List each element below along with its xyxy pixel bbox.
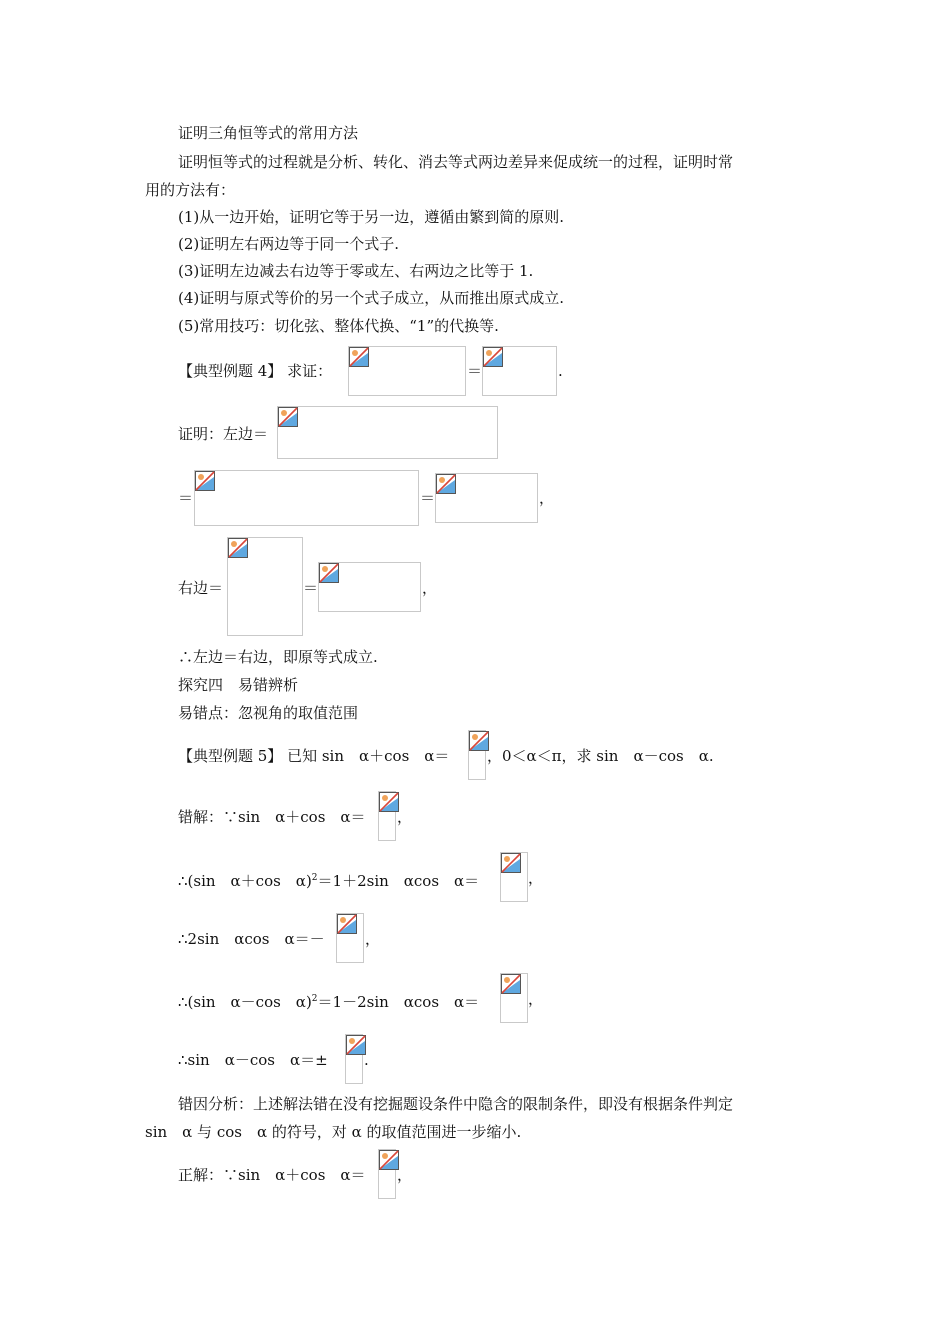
equals-sign: ＝	[303, 579, 319, 597]
broken-image-icon	[379, 792, 399, 812]
section-title: 证明三角恒等式的常用方法	[178, 124, 359, 142]
correct-line-1: 正解：∵sin α＋cos α＝	[178, 1166, 366, 1184]
comma: ，	[397, 808, 413, 826]
formula-image	[500, 852, 528, 902]
error-point: 易错点：忽视角的取值范围	[178, 704, 359, 722]
formula-image	[345, 1034, 363, 1084]
formula-image	[277, 406, 498, 459]
proof-left-label: 证明：左边＝	[178, 425, 269, 443]
formula-image	[468, 730, 486, 780]
wrong-line-3: ∴2sin αcos α＝－	[178, 930, 325, 948]
method-3: (3)证明左边减去右边等于零或左、右两边之比等于 1.	[178, 262, 534, 280]
comma: ，	[539, 489, 555, 507]
formula-image	[378, 791, 396, 841]
analysis-line-2: sin α 与 cos α 的符号，对 α 的取值范围进一步缩小.	[145, 1123, 522, 1141]
superscript: 2	[311, 873, 318, 883]
broken-image-icon	[501, 974, 521, 994]
formula-image	[336, 913, 364, 963]
example5-condition: ，0＜α＜π，求 sin α－cos α.	[487, 747, 714, 765]
right-side-label: 右边＝	[178, 579, 224, 597]
formula-image	[227, 537, 303, 636]
intro-line-1: 证明恒等式的过程就是分析、转化、消去等式两边差异来促成统一的过程，证明时常	[178, 153, 734, 171]
wrong-line-2-start: ∴(sin α＋cos α)	[178, 872, 312, 890]
period: .	[558, 362, 563, 380]
broken-image-icon	[483, 347, 503, 367]
wrong-line-1: 错解：∵sin α＋cos α＝	[178, 808, 366, 826]
comma: ，	[528, 869, 544, 887]
method-4: (4)证明与原式等价的另一个式子成立，从而推出原式成立.	[178, 289, 565, 307]
method-1: (1)从一边开始，证明它等于另一边，遵循由繁到简的原则.	[178, 208, 565, 226]
formula-image	[318, 562, 421, 612]
equals-sign: ＝	[420, 489, 436, 507]
part4-title: 探究四 易错辨析	[178, 676, 299, 694]
wrong-line-2-end: ＝1＋2sin αcos α＝	[317, 872, 480, 890]
broken-image-icon	[319, 563, 339, 583]
formula-image	[378, 1149, 396, 1199]
broken-image-icon	[349, 347, 369, 367]
formula-image	[348, 346, 466, 396]
wrong-line-4-start: ∴(sin α－cos α)	[178, 993, 312, 1011]
broken-image-icon	[278, 407, 298, 427]
example4-label: 【典型例题 4】 求证：	[178, 362, 333, 380]
broken-image-icon	[469, 731, 489, 751]
broken-image-icon	[346, 1035, 366, 1055]
comma: ，	[397, 1166, 413, 1184]
wrong-line-4-end: ＝1－2sin αcos α＝	[317, 993, 480, 1011]
formula-image	[435, 473, 538, 523]
analysis-line-1: 错因分析：上述解法错在没有挖掘题设条件中隐含的限制条件，即没有根据条件判定	[178, 1095, 734, 1113]
broken-image-icon	[337, 914, 357, 934]
wrong-line-4	[178, 989, 479, 1012]
equals-sign: ＝	[467, 362, 483, 380]
broken-image-icon	[501, 853, 521, 873]
broken-image-icon	[379, 1150, 399, 1170]
equals-sign: ＝	[178, 489, 194, 507]
wrong-line-5: ∴sin α－cos α＝±	[178, 1051, 328, 1069]
formula-image	[194, 470, 419, 526]
broken-image-icon	[228, 538, 248, 558]
method-2: (2)证明左右两边等于同一个式子.	[178, 235, 400, 253]
broken-image-icon	[195, 471, 215, 491]
intro-line-2: 用的方法有：	[145, 181, 236, 199]
method-5: (5)常用技巧：切化弦、整体代换、“1”的代换等.	[178, 317, 499, 335]
formula-image	[500, 973, 528, 1023]
superscript: 2	[311, 994, 318, 1004]
period: .	[364, 1051, 369, 1069]
comma: ，	[422, 579, 438, 597]
formula-image	[482, 346, 557, 396]
comma: ，	[528, 990, 544, 1008]
wrong-line-2	[178, 868, 479, 891]
proof-conclusion: ∴左边＝右边，即原等式成立.	[178, 648, 378, 666]
example5-label: 【典型例题 5】 已知 sin α＋cos α＝	[178, 747, 450, 765]
broken-image-icon	[436, 474, 456, 494]
comma: ，	[365, 930, 381, 948]
